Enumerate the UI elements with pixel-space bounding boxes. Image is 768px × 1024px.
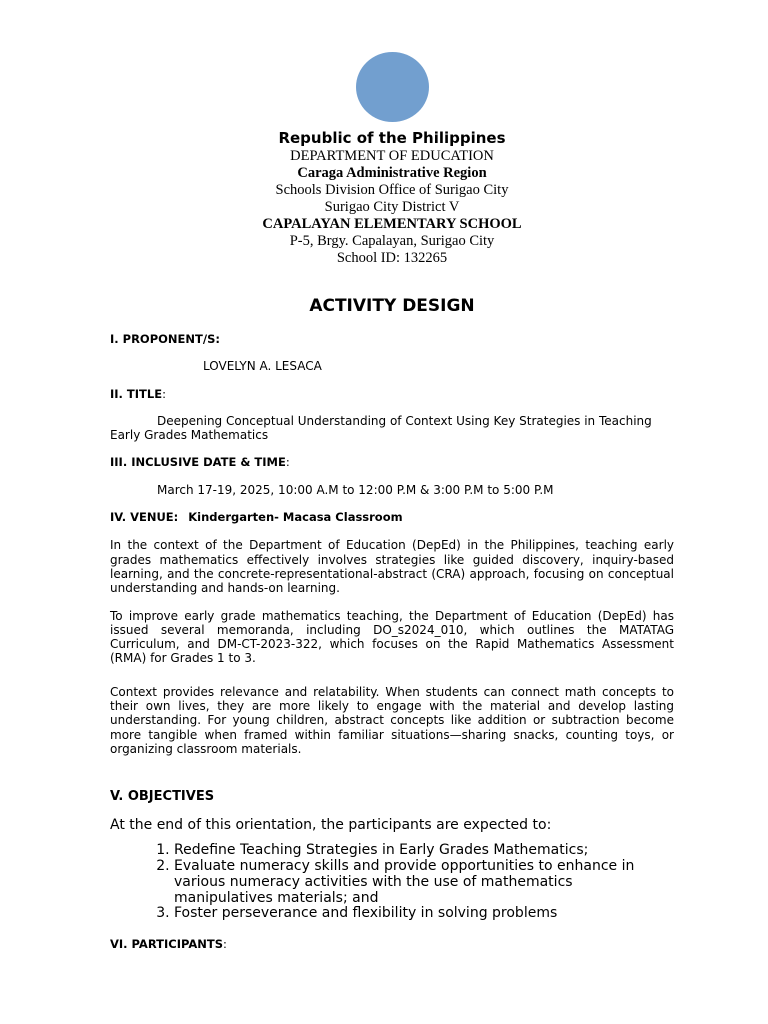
document-title: ACTIVITY DESIGN [309, 296, 475, 316]
objectives-list [110, 843, 674, 922]
objectives-intro: At the end of this orientation, the participants are expected to: [110, 817, 552, 834]
department-line: DEPARTMENT OF EDUCATION [290, 148, 494, 164]
context-paragraph-1: In the context of the Department of Education (DepEd) in the Philippines, teaching early grades mathematics effectively involves strategies like guided discovery, inquiry-based learning, and the concrete-representational-abstract (CRA) approach, focusing on conceptual understanding and hands-on learning. [110, 538, 674, 596]
objective-item: 1. Redefine Teaching Strategies in Early Grades Mathematics; [174, 843, 674, 859]
district-line: Surigao City District V [324, 199, 460, 215]
letterhead [0, 128, 768, 267]
venue-line: IV. VENUE: Kindergarten- Macasa Classroom [110, 510, 403, 525]
date-value: March 17-19, 2025, 10:00 A.M to 12:00 P.M & 3:00 P.M to 5:00 P.M [157, 482, 554, 497]
title-label: II. TITLE: [110, 386, 166, 401]
objectives-label: V. OBJECTIVES [110, 789, 215, 805]
date-label: III. INCLUSIVE DATE & TIME: [110, 455, 290, 470]
school-address: P-5, Brgy. Capalayan, Surigao City [289, 233, 495, 249]
division-line: Schools Division Office of Surigao City [275, 182, 509, 198]
school-logo-placeholder [356, 52, 429, 122]
document-body [110, 332, 674, 952]
context-paragraph-3: Context provides relevance and relatability. When students can connect math concepts to their own lives, they are more likely to engage with the material and develop lasting understanding. For young children, abstract concepts like addition or subtraction become more tangible when framed within familiar situations—sharing snacks, counting toys, or organizing classroom materials. [110, 684, 674, 756]
school-id: School ID: 132265 [336, 250, 448, 266]
context-paragraph-2: To improve early grade mathematics teaching, the Department of Education (DepEd) has issued several memoranda, including DO_s2024_010, which outlines the MATATAG Curriculum, and DM-CT-2023-322, which focuses on the Rapid Mathematics Assessment (RMA) for Grades 1 to 3. [110, 608, 674, 666]
proponent-value: LOVELYN A. LESACA [203, 359, 322, 374]
region-line: Caraga Administrative Region [297, 165, 487, 181]
school-name: CAPALAYAN ELEMENTARY SCHOOL [262, 216, 522, 232]
venue-value: Kindergarten- Macasa Classroom [188, 510, 403, 525]
objective-item: 2. Evaluate numeracy skills and provide opportunities to enhance in various numeracy activities with the use of mathematics manipulatives materials; and [174, 859, 674, 906]
objective-item: 3. Foster perseverance and flexibility in solving problems [174, 906, 674, 922]
proponent-label: I. PROPONENT/S: [110, 332, 220, 346]
title-value: Deepening Conceptual Understanding of Context Using Key Strategies in Teaching Early Grades Mathematics [110, 413, 652, 443]
participants-label: VI. PARTICIPANTS: [110, 937, 227, 952]
republic-line: Republic of the Philippines [278, 129, 506, 147]
